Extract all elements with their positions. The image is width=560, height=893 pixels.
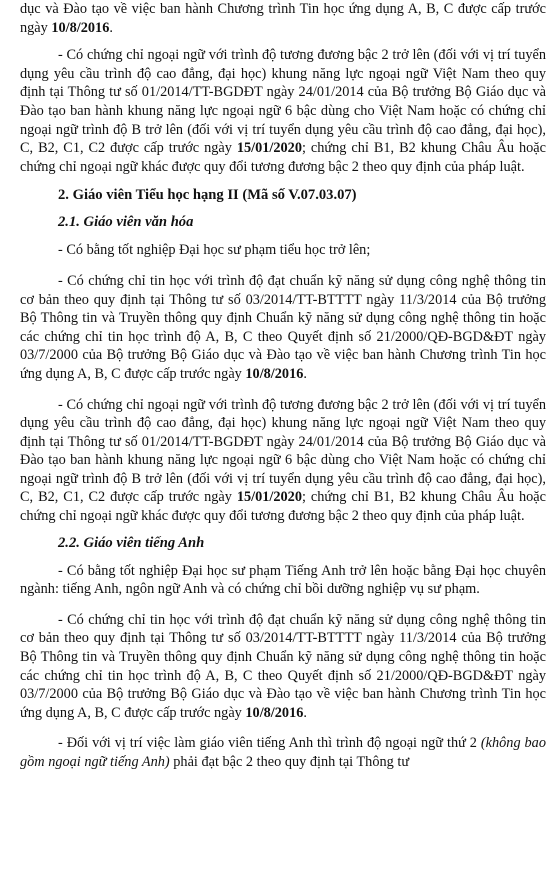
subsection-heading-2-1: 2.1. Giáo viên văn hóa	[58, 214, 194, 231]
subsection-heading-2-2: 2.2. Giáo viên tiếng Anh	[58, 534, 205, 551]
italic-note: (không bao gồm ngoại ngữ tiếng Anh)	[20, 735, 546, 770]
paragraph-language-cert-1: - Có chứng chỉ ngoại ngữ với trình độ tương đương bậc 2 trở lên (đối với vị trí tuyển dụng yêu cầu trình độ cao đẳng, đại học) khung năng lực ngoại ngữ Việt Nam theo quy định tại Thông tư số 01/2014/TT-BGDĐT ngày 24/01/2014 của Bộ trưởng Bộ Giáo dục và Đào tạo ban hành khung năng lực ngoại ngữ 6 bậc dùng cho Việt Nam hoặc có chứng chỉ ngoại ngữ trình độ B trở lên (đối với vị trí tuyển dụng yêu cầu trình độ cao đẳng, đại học), C, B2, C1, C2 được cấp trước ngày 15/01/2020; chứng chỉ B1, B2 khung Châu Âu hoặc chứng chỉ ngoại ngữ khác được quy đổi tương đương bậc 2 theo quy định của pháp luật.	[20, 47, 546, 175]
paragraph-it-continuation: dục và Đào tạo về việc ban hành Chương trình Tin học ứng dụng A, B, C được cấp trước ngày 10/8/2016.	[20, 1, 546, 36]
section-heading-2: 2. Giáo viên Tiểu học hạng II (Mã số V.07.03.07)	[58, 187, 357, 204]
date-bold: 15/01/2020	[236, 140, 302, 157]
paragraph-it-cert-2: - Có chứng chỉ tin học với trình độ đạt chuẩn kỹ năng sử dụng công nghệ thông tin cơ bản theo quy định tại Thông tư số 03/2014/TT-BTTTT ngày 11/3/2014 của Bộ trưởng Bộ Thông tin và Truyền thông quy định Chuẩn kỹ năng sử dụng công nghệ thông tin hoặc các chứng chỉ tin học trình độ A, B, C theo Quyết định số 21/2000/QĐ-BGD&ĐT ngày 03/7/2000 của Bộ trưởng Bộ Giáo dục và Đào tạo về việc ban hành Chương trình Tin học ứng dụng A, B, C được cấp trước ngày 10/8/2016.	[20, 611, 546, 721]
date-bold: 10/8/2016	[245, 704, 304, 721]
date-bold: 15/01/2020	[236, 489, 302, 506]
paragraph-degree-2: - Có bằng tốt nghiệp Đại học sư phạm Tiếng Anh trở lên hoặc bằng Đại học chuyên ngành: tiếng Anh, ngôn ngữ Anh và có chứng chỉ bồi dưỡng nghiệp vụ sư phạm.	[20, 562, 546, 598]
date-bold: 10/8/2016	[51, 19, 110, 36]
paragraph-second-language: - Đối với vị trí việc làm giáo viên tiếng Anh thì trình độ ngoại ngữ thứ 2 (không bao gồm ngoại ngữ tiếng Anh) phải đạt bậc 2 theo quy định tại Thông tư	[20, 735, 546, 770]
date-bold: 10/8/2016	[245, 365, 304, 382]
paragraph-degree-1: - Có bằng tốt nghiệp Đại học sư phạm tiểu học trở lên;	[58, 242, 371, 259]
paragraph-it-cert-1: - Có chứng chỉ tin học với trình độ đạt chuẩn kỹ năng sử dụng công nghệ thông tin cơ bản theo quy định tại Thông tư số 03/2014/TT-BTTTT ngày 11/3/2014 của Bộ trưởng Bộ Thông tin và Truyền thông quy định Chuẩn kỹ năng sử dụng công nghệ thông tin hoặc các chứng chỉ tin học trình độ A, B, C theo Quyết định số 21/2000/QĐ-BGD&ĐT ngày 03/7/2000 của Bộ trưởng Bộ Giáo dục và Đào tạo về việc ban hành Chương trình Tin học ứng dụng A, B, C được cấp trước ngày 10/8/2016.	[20, 272, 546, 382]
paragraph-language-cert-2: - Có chứng chỉ ngoại ngữ với trình độ tương đương bậc 2 trở lên (đối với vị trí tuyển dụng yêu cầu trình độ cao đẳng, đại học) khung năng lực ngoại ngữ Việt Nam theo quy định tại Thông tư số 01/2014/TT-BGDĐT ngày 24/01/2014 của Bộ trưởng Bộ Giáo dục và Đào tạo ban hành khung năng lực ngoại ngữ 6 bậc dùng cho Việt Nam hoặc có chứng chỉ ngoại ngữ trình độ B trở lên (đối với vị trí tuyển dụng yêu cầu trình độ cao đẳng, đại học), C, B2, C1, C2 được cấp trước ngày 15/01/2020; chứng chỉ B1, B2 khung Châu Âu hoặc chứng chỉ ngoại ngữ khác được quy đổi tương đương bậc 2 theo quy định của pháp luật.	[20, 396, 546, 525]
